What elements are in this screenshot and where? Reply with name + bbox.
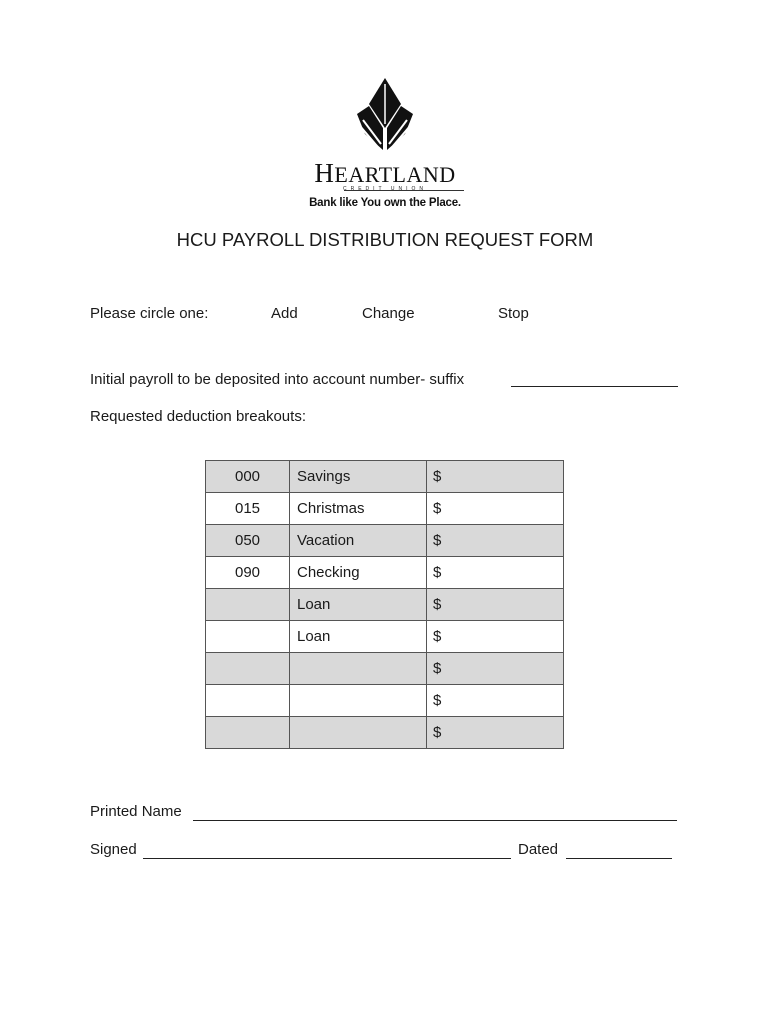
breakout-name: Loan — [290, 589, 427, 621]
breakout-name — [290, 653, 427, 685]
breakout-row — [206, 621, 564, 653]
breakout-code — [206, 653, 290, 685]
breakout-amount[interactable]: $ — [427, 589, 564, 621]
breakout-name — [290, 717, 427, 749]
breakout-row — [206, 557, 564, 589]
printed-name-field[interactable] — [193, 820, 677, 821]
date-field[interactable] — [566, 858, 672, 859]
brand-subtitle: CREDIT UNION — [342, 186, 428, 192]
diamond-leaf-icon — [357, 78, 413, 156]
account-number-field[interactable] — [511, 386, 678, 387]
breakout-row — [206, 525, 564, 557]
heartland-logo — [300, 78, 470, 218]
breakout-amount[interactable]: $ — [427, 525, 564, 557]
breakout-row — [206, 461, 564, 493]
dated-label: Dated — [518, 841, 559, 858]
breakout-amount[interactable]: $ — [427, 557, 564, 589]
circle-one-label: Please circle one: — [90, 305, 209, 322]
breakout-name: Checking — [290, 557, 427, 589]
breakout-row — [206, 589, 564, 621]
initial-payroll-label: Initial payroll to be deposited into account number- suffix — [90, 371, 465, 388]
breakout-code — [206, 589, 290, 621]
option-add[interactable]: Add — [271, 305, 298, 322]
breakout-amount[interactable]: $ — [427, 653, 564, 685]
breakout-name: Loan — [290, 621, 427, 653]
breakout-code — [206, 621, 290, 653]
deduction-table — [205, 460, 564, 749]
breakout-amount[interactable]: $ — [427, 717, 564, 749]
breakout-amount[interactable]: $ — [427, 685, 564, 717]
breakout-code — [206, 717, 290, 749]
form-title: HCU PAYROLL DISTRIBUTION REQUEST FORM — [176, 229, 594, 250]
breakout-amount[interactable]: $ — [427, 621, 564, 653]
breakout-code: 000 — [206, 461, 290, 493]
breakout-name: Savings — [290, 461, 427, 493]
deduction-breakouts-label: Requested deduction breakouts: — [90, 408, 306, 425]
signature-field[interactable] — [143, 858, 511, 859]
breakout-amount[interactable]: $ — [427, 461, 564, 493]
breakout-code — [206, 685, 290, 717]
option-stop[interactable]: Stop — [498, 305, 529, 322]
breakout-name: Christmas — [290, 493, 427, 525]
breakout-amount[interactable]: $ — [427, 493, 564, 525]
breakout-code: 015 — [206, 493, 290, 525]
breakout-code: 090 — [206, 557, 290, 589]
breakout-row — [206, 653, 564, 685]
breakout-name — [290, 685, 427, 717]
brand-name: HEARTLAND — [314, 158, 456, 188]
option-change[interactable]: Change — [362, 305, 415, 322]
brand-tagline: Bank like You own the Place. — [309, 197, 461, 209]
breakout-code: 050 — [206, 525, 290, 557]
breakout-name: Vacation — [290, 525, 427, 557]
breakout-row — [206, 493, 564, 525]
breakout-row — [206, 717, 564, 749]
breakout-row — [206, 685, 564, 717]
signed-label: Signed — [90, 841, 137, 858]
printed-name-label: Printed Name — [90, 803, 182, 820]
